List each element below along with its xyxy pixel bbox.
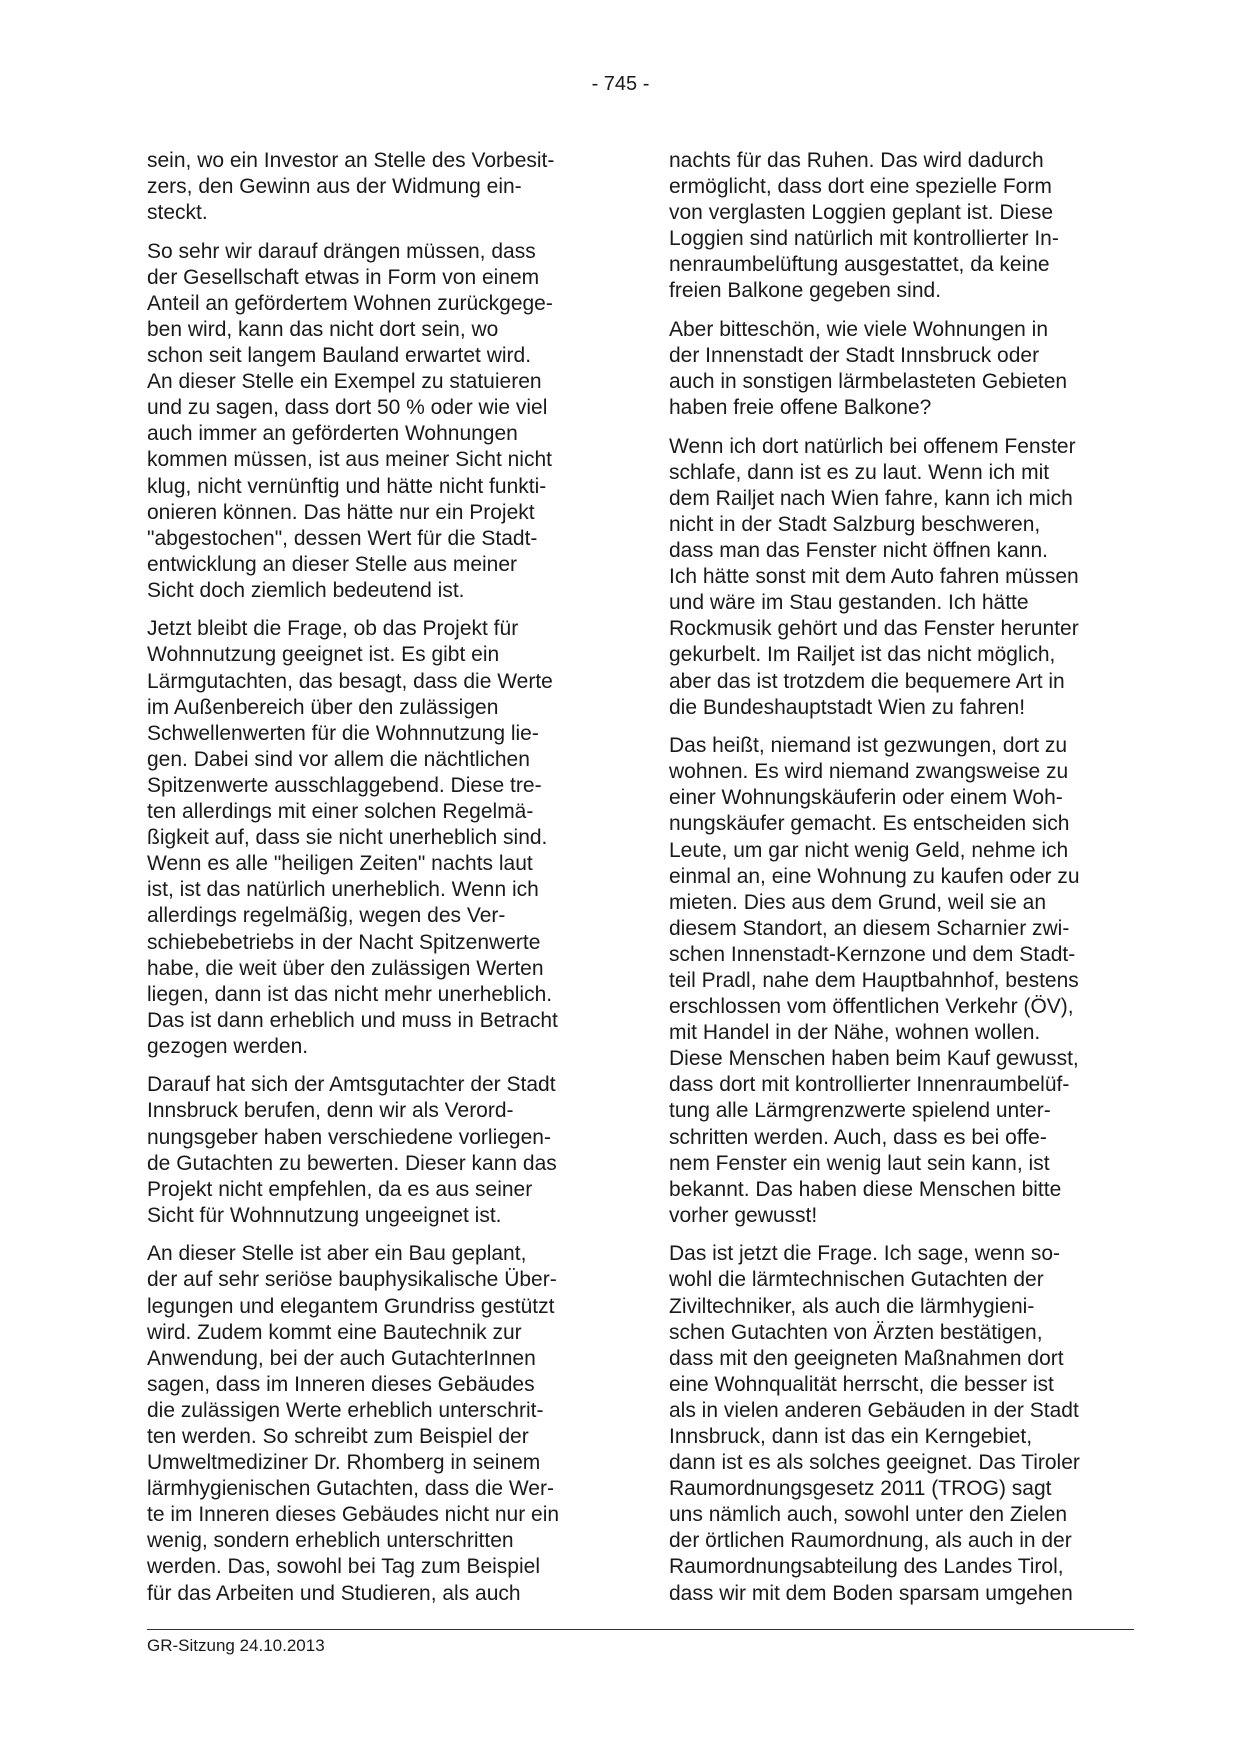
paragraph: Jetzt bleibt die Frage, ob das Projekt für Wohnnutzung geeignet ist. Es gibt ein Lärmgutachten, das besagt, dass die Werte im Außenbereich über den zulässigen Schwellenwerten für die Wohnnutzung lie- gen. Dabei sind vor allem die nächtlichen Spitzenwerte ausschlaggebend. Diese tre- ten allerdings mit einer solchen Regelmä- ßigkeit auf, dass sie nicht unerheblich sind. Wenn es alle "heiligen Zeiten" nachts laut ist, ist das natürlich unerheblich. Wenn ich allerdings regelmäßig, wegen des Ver- schiebebetriebs in der Nacht Spitzenwerte habe, die weit über den zulässigen Werten liegen, dann ist das nicht mehr unerheblich. Das ist dann erheblich und muss in Betracht gezogen werden. bbox=[147, 617, 558, 1058]
paragraph: sein, wo ein Investor an Stelle des Vorbesit- zers, den Gewinn aus der Widmung ein- steckt. bbox=[147, 149, 555, 225]
paragraph: Das heißt, niemand ist gezwungen, dort zu wohnen. Es wird niemand zwangsweise zu einer Wohnungskäuferin oder einem Woh- nungskäufer gemacht. Es entscheiden sich Leute, um gar nicht wenig Geld, nehme ich einmal an, eine Wohnung zu kaufen oder zu mieten. Dies aus dem Grund, weil sie an diesem Standort, an diesem Scharnier zwi- schen Innenstadt-Kernzone und dem Stadt- teil Pradl, nahe dem Hauptbahnhof, bestens erschlossen vom öffentlichen Verkehr (ÖV), mit Handel in der Nähe, wohnen wollen. Diese Menschen haben beim Kauf gewusst, dass dort mit kontrollierter Innenraumbelüf- tung alle Lärmgrenzwerte spielend unter- schritten werden. Auch, dass es bei offe- nem Fenster ein wenig laut sein kann, ist bekannt. Das haben diese Menschen bitte vorher gewusst! bbox=[669, 734, 1080, 1227]
paragraph: So sehr wir darauf drängen müssen, dass der Gesellschaft etwas in Form von einem Anteil an gefördertem Wohnen zurückgege- ben wird, kann das nicht dort sein, wo schon seit langem Bauland erwartet wird. An dieser Stelle ein Exempel zu statuieren und zu sagen, dass dort 50 % oder wie viel auch immer an geförderten Wohnungen kommen müssen, ist aus meiner Sicht nicht klug, nicht vernünftig und hätte nicht funkti- onieren können. Das hätte nur ein Projekt "abgestochen", dessen Wert für die Stadt- entwicklung an dieser Stelle aus meiner Sicht doch ziemlich bedeutend ist. bbox=[147, 239, 553, 602]
paragraph: nachts für das Ruhen. Das wird dadurch ermöglicht, dass dort eine spezielle Form von verglasten Loggien geplant ist. Diese Loggien sind natürlich mit kontrollierter In- nenraumbelüftung ausgestattet, da keine freien Balkone gegeben sind. bbox=[669, 149, 1059, 303]
paragraph: An dieser Stelle ist aber ein Bau geplant, der auf sehr seriöse bauphysikalische Über- legungen und elegantem Grundriss gestützt wird. Zudem kommt eine Bautechnik zur Anwendung, bei der auch GutachterInnen sagen, dass im Inneren dieses Gebäudes die zulässigen Werte erheblich unterschrit- ten werden. So schreibt zum Beispiel der Umweltmediziner Dr. Rhomberg in seinem lärmhygienischen Gutachten, dass die Wer- te im Inneren dieses Gebäudes nicht nur ein wenig, sondern erheblich unterschritten werden. Das, sowohl bei Tag zum Beispiel für das Arbeiten und Studieren, als auch bbox=[147, 1242, 560, 1605]
footer-session-date: GR-Sitzung 24.10.2013 bbox=[147, 1636, 325, 1655]
paragraph: Darauf hat sich der Amtsgutachter der Stadt Innsbruck berufen, denn wir als Verord- nungsgeber haben verschiedene vorliegen- de Gutachten zu bewerten. Dieser kann das Projekt nicht empfehlen, da es aus seiner Sicht für Wohnnutzung ungeeignet ist. bbox=[147, 1073, 557, 1227]
right-text-column bbox=[669, 148, 1134, 1619]
page-number: - 745 - bbox=[591, 73, 650, 95]
paragraph: Aber bitteschön, wie viele Wohnungen in der Innenstadt der Stadt Innsbruck oder auch in sonstigen lärmbelasteten Gebieten haben freie offene Balkone? bbox=[669, 317, 1068, 420]
footer-divider bbox=[147, 1629, 1134, 1630]
left-text-column bbox=[147, 148, 605, 1619]
paragraph: Das ist jetzt die Frage. Ich sage, wenn so- wohl die lärmtechnischen Gutachten der Ziviltechniker, als auch die lärmhygieni- schen Gutachten von Ärzten bestätigen, dass mit den geeigneten Maßnahmen dort eine Wohnqualität herrscht, die besser ist als in vielen anderen Gebäuden in der Stadt Innsbruck, dann ist das ein Kerngebiet, dann ist es als solches geeignet. Das Tiroler Raumordnungsgesetz 2011 (TROG) sagt uns nämlich auch, sowohl unter den Zielen der örtlichen Raumordnung, als auch in der Raumordnungsabteilung des Landes Tirol, dass wir mit dem Boden sparsam umgehen bbox=[669, 1242, 1080, 1605]
paragraph: Wenn ich dort natürlich bei offenem Fenster schlafe, dann ist es zu laut. Wenn ich mit dem Railjet nach Wien fahre, kann ich mich nicht in der Stadt Salzburg beschweren, dass man das Fenster nicht öffnen kann. Ich hätte sonst mit dem Auto fahren müssen und wäre im Stau gestanden. Ich hätte Rockmusik gehört und das Fenster herunter gekurbelt. Im Railjet ist das nicht möglich, aber das ist trotzdem die bequemere Art in die Bundeshauptstadt Wien zu fahren! bbox=[669, 434, 1079, 719]
